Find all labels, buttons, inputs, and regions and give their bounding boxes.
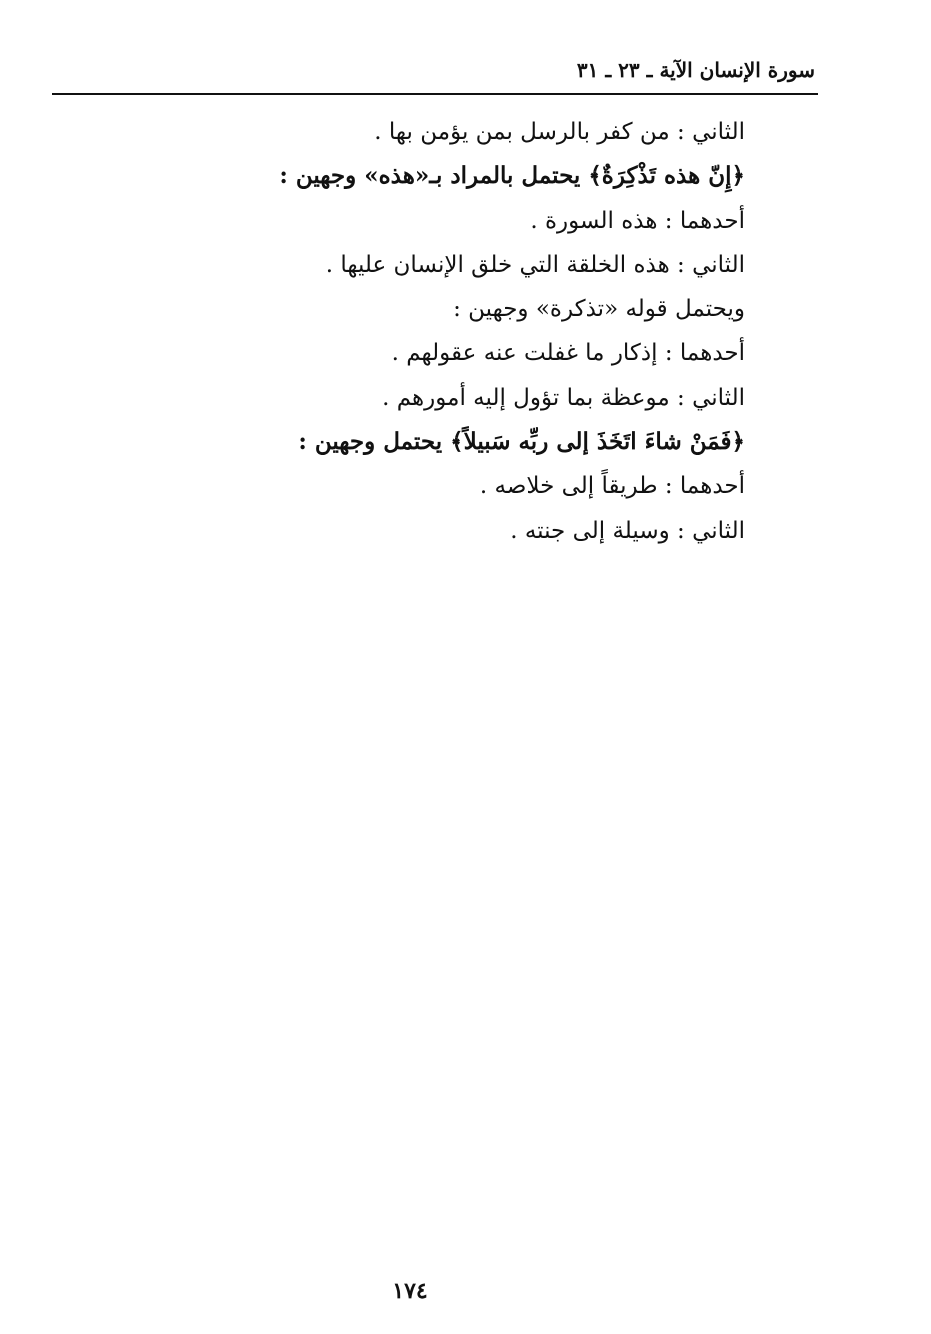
text-line: الثاني : من كفر بالرسل بمن يؤمن بها .: [374, 119, 745, 145]
verse-line: ﴿إِنّ هذه تَذْكِرَةٌ﴾ يحتمل بالمراد بـ«هذه» وجهين :: [279, 162, 745, 190]
page-number: ١٧٤: [392, 1278, 428, 1304]
running-header: سورة الإنسان الآية ـ ٢٣ ـ ٣١: [576, 58, 815, 82]
text-line: أحدهما : هذه السورة .: [530, 207, 745, 234]
text-line: أحدهما : إذكار ما غفلت عنه عقولهم .: [391, 340, 745, 367]
text-line: الثاني : موعظة بما تؤول إليه أمورهم .: [382, 384, 745, 411]
text-line: ويحتمل قوله «تذكرة» وجهين :: [453, 296, 745, 323]
verse-line: ﴿فَمَنْ شاءَ اتَخَذَ إلى ربِّه سَبيلاً﴾ يحتمل وجهين :: [298, 428, 745, 456]
text-line: أحدهما : طريقاً إلى خلاصه .: [479, 473, 745, 500]
header-rule: [52, 93, 818, 95]
body-text: [185, 110, 745, 553]
text-line: الثاني : هذه الخلقة التي خلق الإنسان عليها .: [325, 251, 745, 278]
text-line: الثاني : وسيلة إلى جنته .: [510, 517, 745, 544]
